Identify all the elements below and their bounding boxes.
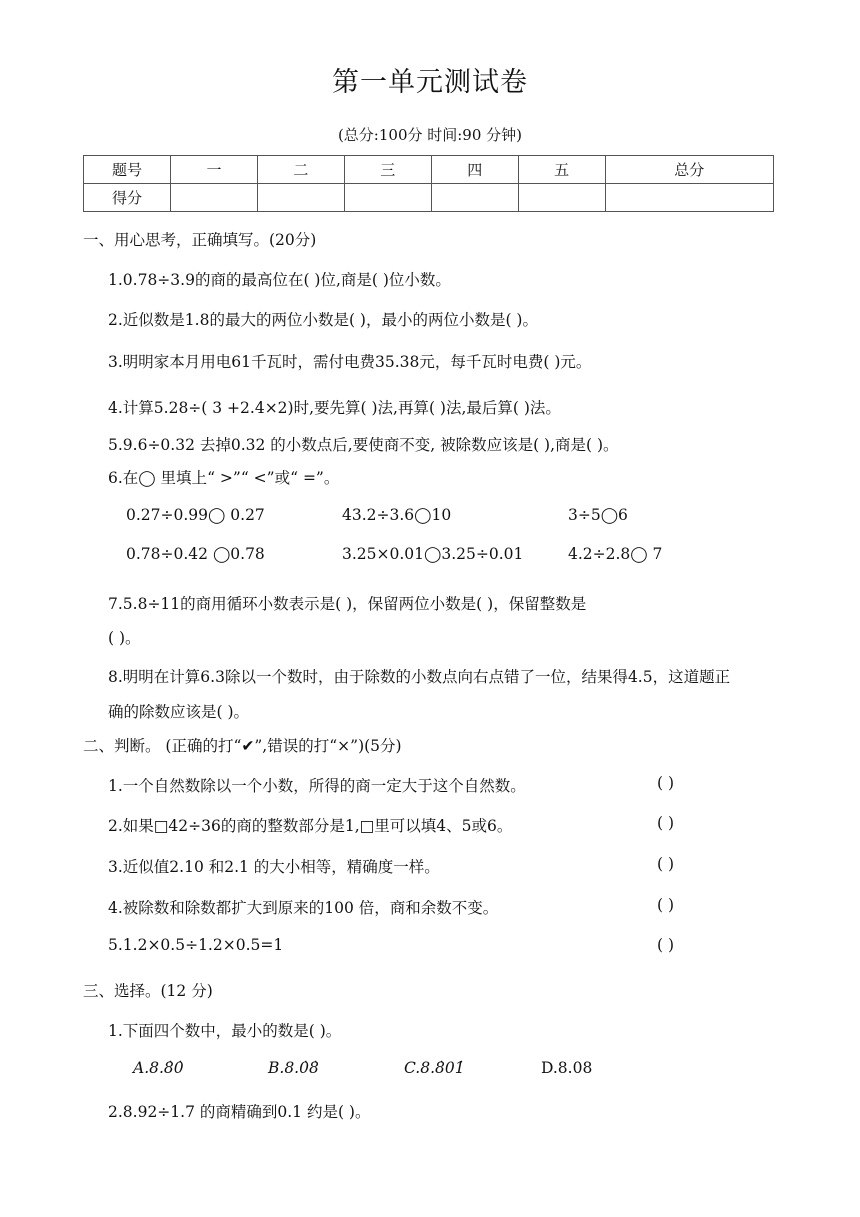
answer-paren[interactable]: ( ) (657, 774, 675, 792)
compare-item: 0.78÷0.42 ◯0.78 (126, 545, 265, 563)
judge-item-1: 1.一个自然数除以一个小数，所得的商一定大于这个自然数。 (108, 777, 526, 795)
page-subtitle: (总分:100分 时间:90 分钟) (337, 126, 523, 144)
question-1-6: 6.在◯ 里填上“ >”“ <”或“ =”。 (108, 469, 340, 487)
section2-heading: 二、判断。 (正确的打“✔”,错误的打“×”)(5分) (83, 737, 402, 755)
score-input-cell[interactable] (518, 184, 605, 212)
score-header-cell: 三 (344, 156, 431, 184)
answer-paren[interactable]: ( ) (657, 936, 675, 954)
question-1-5: 5.9.6÷0.32 去掉0.32 的小数点后,要使商不变, 被除数应该是( ),商是( )。 (108, 436, 619, 454)
question-1-3: 3.明明家本月用电61千瓦时，需付电费35.38元，每千瓦时电费( )元。 (108, 353, 592, 371)
score-table-score-row (84, 184, 774, 212)
page-title: 第一单元测试卷 (332, 67, 528, 98)
compare-item: 0.27÷0.99◯ 0.27 (126, 506, 265, 524)
judge-item-2: 2.如果□42÷36的商的整数部分是1,□里可以填4、5或6。 (108, 817, 513, 835)
score-header-cell: 题号 (84, 156, 171, 184)
score-header-cell: 一 (171, 156, 258, 184)
compare-item: 3÷5◯6 (568, 506, 628, 524)
section3-heading: 三、选择。(12 分) (83, 982, 213, 1000)
score-input-cell[interactable] (344, 184, 431, 212)
answer-paren[interactable]: ( ) (657, 896, 675, 914)
score-input-cell[interactable] (605, 184, 773, 212)
question-1-2: 2.近似数是1.8的最大的两位小数是( )，最小的两位小数是( )。 (108, 311, 538, 329)
option-d[interactable]: D.8.08 (541, 1059, 593, 1077)
compare-item: 4.2÷2.8◯ 7 (568, 545, 663, 563)
answer-paren[interactable]: ( ) (657, 814, 675, 832)
score-row-label: 得分 (84, 184, 171, 212)
question-1-8-line1: 8.明明在计算6.3除以一个数时，由于除数的小数点向右点错了一位，结果得4.5，这道题正 (108, 668, 731, 686)
option-c[interactable]: C.8.8̇01̇ (404, 1059, 465, 1077)
judge-item-5: 5.1.2×0.5÷1.2×0.5=1 (108, 936, 284, 954)
score-input-cell[interactable] (171, 184, 258, 212)
score-header-cell: 四 (431, 156, 518, 184)
question-3-1: 1.下面四个数中，最小的数是( )。 (108, 1022, 342, 1040)
answer-paren[interactable]: ( ) (657, 855, 675, 873)
question-1-8-line2: 确的除数应该是( )。 (108, 703, 250, 721)
option-a[interactable]: A.8.8̇0̇ (133, 1059, 184, 1077)
question-1-1: 1.0.78÷3.9的商的最高位在( )位,商是( )位小数。 (108, 271, 451, 289)
judge-item-3: 3.近似值2.10 和2.1 的大小相等，精确度一样。 (108, 858, 440, 876)
score-input-cell[interactable] (257, 184, 344, 212)
compare-item: 3.25×0.01◯3.25÷0.01 (342, 545, 524, 563)
judge-item-4: 4.被除数和除数都扩大到原来的100 倍，商和余数不变。 (108, 899, 499, 917)
score-header-cell: 总分 (605, 156, 773, 184)
score-header-cell: 五 (518, 156, 605, 184)
option-b[interactable]: B.8.0̇8̇ (268, 1059, 319, 1077)
score-header-cell: 二 (257, 156, 344, 184)
question-3-2: 2.8.92÷1.7 的商精确到0.1 约是( )。 (108, 1103, 371, 1121)
question-1-7-line1: 7.5.8÷11的商用循环小数表示是( )，保留两位小数是( )，保留整数是 (108, 595, 587, 613)
question-1-7-line2: ( )。 (108, 629, 141, 647)
section1-heading: 一、用心思考，正确填写。(20分) (83, 231, 317, 249)
question-1-4: 4.计算5.28÷( 3 +2.4×2)时,要先算( )法,再算( )法,最后算( )法。 (108, 399, 561, 417)
score-table (83, 155, 774, 212)
compare-item: 43.2÷3.6◯10 (342, 506, 452, 524)
score-table-header-row (84, 156, 774, 184)
score-input-cell[interactable] (431, 184, 518, 212)
